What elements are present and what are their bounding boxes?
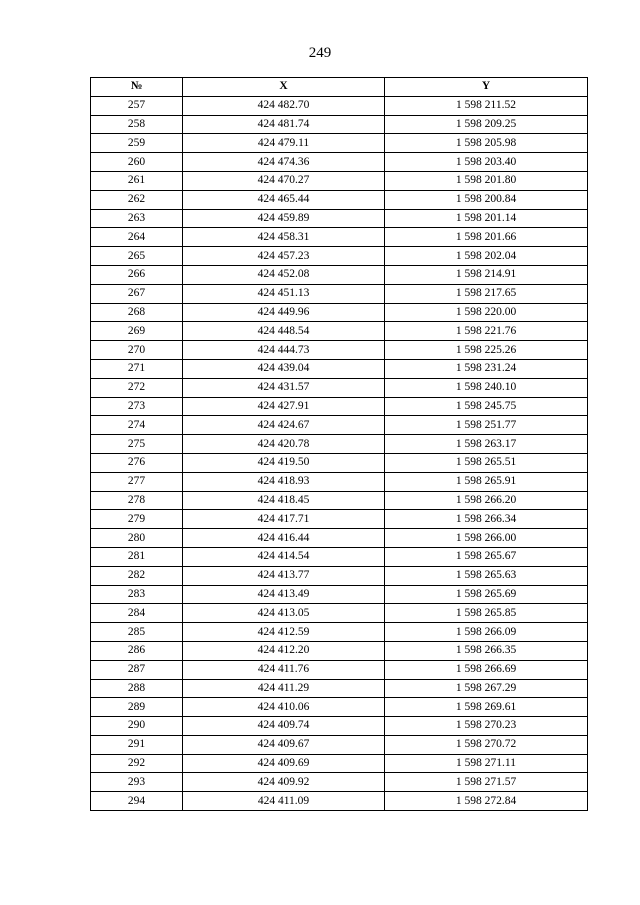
cell-x: 424 439.04 xyxy=(183,359,385,378)
cell-number: 263 xyxy=(91,209,183,228)
cell-number: 274 xyxy=(91,416,183,435)
cell-number: 286 xyxy=(91,641,183,660)
header-number: № xyxy=(91,78,183,97)
cell-number: 258 xyxy=(91,115,183,134)
cell-x: 424 470.27 xyxy=(183,171,385,190)
cell-y: 1 598 266.20 xyxy=(385,491,588,510)
cell-x: 424 482.70 xyxy=(183,96,385,115)
cell-number: 266 xyxy=(91,265,183,284)
cell-y: 1 598 221.76 xyxy=(385,322,588,341)
table-row xyxy=(91,265,588,284)
cell-x: 424 451.13 xyxy=(183,284,385,303)
cell-number: 277 xyxy=(91,472,183,491)
cell-y: 1 598 265.91 xyxy=(385,472,588,491)
table-row xyxy=(91,134,588,153)
cell-number: 261 xyxy=(91,171,183,190)
cell-x: 424 418.93 xyxy=(183,472,385,491)
table-row xyxy=(91,341,588,360)
cell-y: 1 598 266.09 xyxy=(385,623,588,642)
table-body xyxy=(91,96,588,810)
cell-y: 1 598 201.80 xyxy=(385,171,588,190)
table-row xyxy=(91,322,588,341)
cell-number: 276 xyxy=(91,453,183,472)
table-row xyxy=(91,510,588,529)
cell-x: 424 413.77 xyxy=(183,566,385,585)
cell-x: 424 411.09 xyxy=(183,792,385,811)
table-row xyxy=(91,171,588,190)
cell-x: 424 409.67 xyxy=(183,735,385,754)
table-row xyxy=(91,698,588,717)
cell-y: 1 598 201.66 xyxy=(385,228,588,247)
cell-number: 267 xyxy=(91,284,183,303)
cell-y: 1 598 240.10 xyxy=(385,378,588,397)
table-row xyxy=(91,792,588,811)
cell-x: 424 420.78 xyxy=(183,435,385,454)
cell-number: 278 xyxy=(91,491,183,510)
cell-x: 424 411.76 xyxy=(183,660,385,679)
cell-x: 424 409.74 xyxy=(183,717,385,736)
cell-number: 259 xyxy=(91,134,183,153)
cell-number: 280 xyxy=(91,529,183,548)
cell-x: 424 414.54 xyxy=(183,547,385,566)
cell-y: 1 598 270.23 xyxy=(385,717,588,736)
cell-x: 424 431.57 xyxy=(183,378,385,397)
cell-number: 268 xyxy=(91,303,183,322)
table-header xyxy=(91,78,588,97)
cell-x: 424 409.92 xyxy=(183,773,385,792)
table-row xyxy=(91,228,588,247)
table-row xyxy=(91,660,588,679)
cell-x: 424 449.96 xyxy=(183,303,385,322)
cell-y: 1 598 263.17 xyxy=(385,435,588,454)
cell-y: 1 598 200.84 xyxy=(385,190,588,209)
cell-y: 1 598 203.40 xyxy=(385,153,588,172)
table-row xyxy=(91,416,588,435)
cell-x: 424 479.11 xyxy=(183,134,385,153)
table-row xyxy=(91,717,588,736)
cell-number: 257 xyxy=(91,96,183,115)
table-row xyxy=(91,284,588,303)
cell-y: 1 598 269.61 xyxy=(385,698,588,717)
cell-y: 1 598 265.69 xyxy=(385,585,588,604)
table-row xyxy=(91,359,588,378)
cell-y: 1 598 266.00 xyxy=(385,529,588,548)
cell-x: 424 416.44 xyxy=(183,529,385,548)
table-row xyxy=(91,604,588,623)
cell-number: 275 xyxy=(91,435,183,454)
cell-x: 424 481.74 xyxy=(183,115,385,134)
table-row xyxy=(91,585,588,604)
cell-number: 294 xyxy=(91,792,183,811)
cell-x: 424 457.23 xyxy=(183,247,385,266)
cell-y: 1 598 202.04 xyxy=(385,247,588,266)
cell-x: 424 474.36 xyxy=(183,153,385,172)
cell-number: 282 xyxy=(91,566,183,585)
cell-x: 424 444.73 xyxy=(183,341,385,360)
cell-x: 424 413.49 xyxy=(183,585,385,604)
cell-y: 1 598 272.84 xyxy=(385,792,588,811)
cell-y: 1 598 231.24 xyxy=(385,359,588,378)
cell-x: 424 465.44 xyxy=(183,190,385,209)
cell-number: 283 xyxy=(91,585,183,604)
cell-x: 424 448.54 xyxy=(183,322,385,341)
table-row xyxy=(91,209,588,228)
cell-x: 424 411.29 xyxy=(183,679,385,698)
table-row xyxy=(91,491,588,510)
cell-number: 270 xyxy=(91,341,183,360)
header-y: Y xyxy=(385,78,588,97)
cell-y: 1 598 267.29 xyxy=(385,679,588,698)
cell-x: 424 427.91 xyxy=(183,397,385,416)
table-row xyxy=(91,641,588,660)
page-number: 249 xyxy=(308,45,332,61)
cell-y: 1 598 265.85 xyxy=(385,604,588,623)
cell-y: 1 598 245.75 xyxy=(385,397,588,416)
cell-number: 271 xyxy=(91,359,183,378)
cell-y: 1 598 266.69 xyxy=(385,660,588,679)
header-row xyxy=(91,78,588,97)
cell-x: 424 412.59 xyxy=(183,623,385,642)
coordinates-table xyxy=(90,77,588,811)
cell-x: 424 410.06 xyxy=(183,698,385,717)
cell-y: 1 598 201.14 xyxy=(385,209,588,228)
cell-y: 1 598 266.35 xyxy=(385,641,588,660)
table-row xyxy=(91,754,588,773)
cell-y: 1 598 271.11 xyxy=(385,754,588,773)
table-row xyxy=(91,303,588,322)
cell-number: 262 xyxy=(91,190,183,209)
table-row xyxy=(91,623,588,642)
cell-x: 424 413.05 xyxy=(183,604,385,623)
cell-number: 279 xyxy=(91,510,183,529)
cell-number: 281 xyxy=(91,547,183,566)
cell-y: 1 598 251.77 xyxy=(385,416,588,435)
table-row xyxy=(91,547,588,566)
cell-y: 1 598 265.67 xyxy=(385,547,588,566)
cell-y: 1 598 214.91 xyxy=(385,265,588,284)
header-x: X xyxy=(183,78,385,97)
cell-number: 288 xyxy=(91,679,183,698)
cell-number: 291 xyxy=(91,735,183,754)
cell-number: 289 xyxy=(91,698,183,717)
cell-x: 424 412.20 xyxy=(183,641,385,660)
table-row xyxy=(91,472,588,491)
cell-x: 424 417.71 xyxy=(183,510,385,529)
cell-x: 424 419.50 xyxy=(183,453,385,472)
table-row xyxy=(91,566,588,585)
table-row xyxy=(91,247,588,266)
cell-x: 424 458.31 xyxy=(183,228,385,247)
cell-number: 264 xyxy=(91,228,183,247)
table-row xyxy=(91,735,588,754)
cell-number: 284 xyxy=(91,604,183,623)
cell-number: 290 xyxy=(91,717,183,736)
cell-y: 1 598 211.52 xyxy=(385,96,588,115)
cell-y: 1 598 220.00 xyxy=(385,303,588,322)
cell-x: 424 409.69 xyxy=(183,754,385,773)
cell-x: 424 424.67 xyxy=(183,416,385,435)
table-row xyxy=(91,378,588,397)
cell-x: 424 418.45 xyxy=(183,491,385,510)
table-row xyxy=(91,679,588,698)
cell-number: 293 xyxy=(91,773,183,792)
table-row xyxy=(91,529,588,548)
cell-y: 1 598 209.25 xyxy=(385,115,588,134)
cell-y: 1 598 265.63 xyxy=(385,566,588,585)
table-row xyxy=(91,190,588,209)
cell-number: 272 xyxy=(91,378,183,397)
table-row xyxy=(91,96,588,115)
table-row xyxy=(91,453,588,472)
cell-y: 1 598 270.72 xyxy=(385,735,588,754)
table-row xyxy=(91,115,588,134)
table-row xyxy=(91,773,588,792)
cell-x: 424 452.08 xyxy=(183,265,385,284)
table-row xyxy=(91,397,588,416)
cell-y: 1 598 265.51 xyxy=(385,453,588,472)
cell-number: 285 xyxy=(91,623,183,642)
cell-number: 260 xyxy=(91,153,183,172)
cell-x: 424 459.89 xyxy=(183,209,385,228)
cell-number: 287 xyxy=(91,660,183,679)
cell-y: 1 598 271.57 xyxy=(385,773,588,792)
table-row xyxy=(91,435,588,454)
cell-y: 1 598 225.26 xyxy=(385,341,588,360)
cell-number: 265 xyxy=(91,247,183,266)
cell-y: 1 598 217.65 xyxy=(385,284,588,303)
cell-y: 1 598 205.98 xyxy=(385,134,588,153)
cell-number: 269 xyxy=(91,322,183,341)
table-row xyxy=(91,153,588,172)
cell-y: 1 598 266.34 xyxy=(385,510,588,529)
cell-number: 273 xyxy=(91,397,183,416)
cell-number: 292 xyxy=(91,754,183,773)
